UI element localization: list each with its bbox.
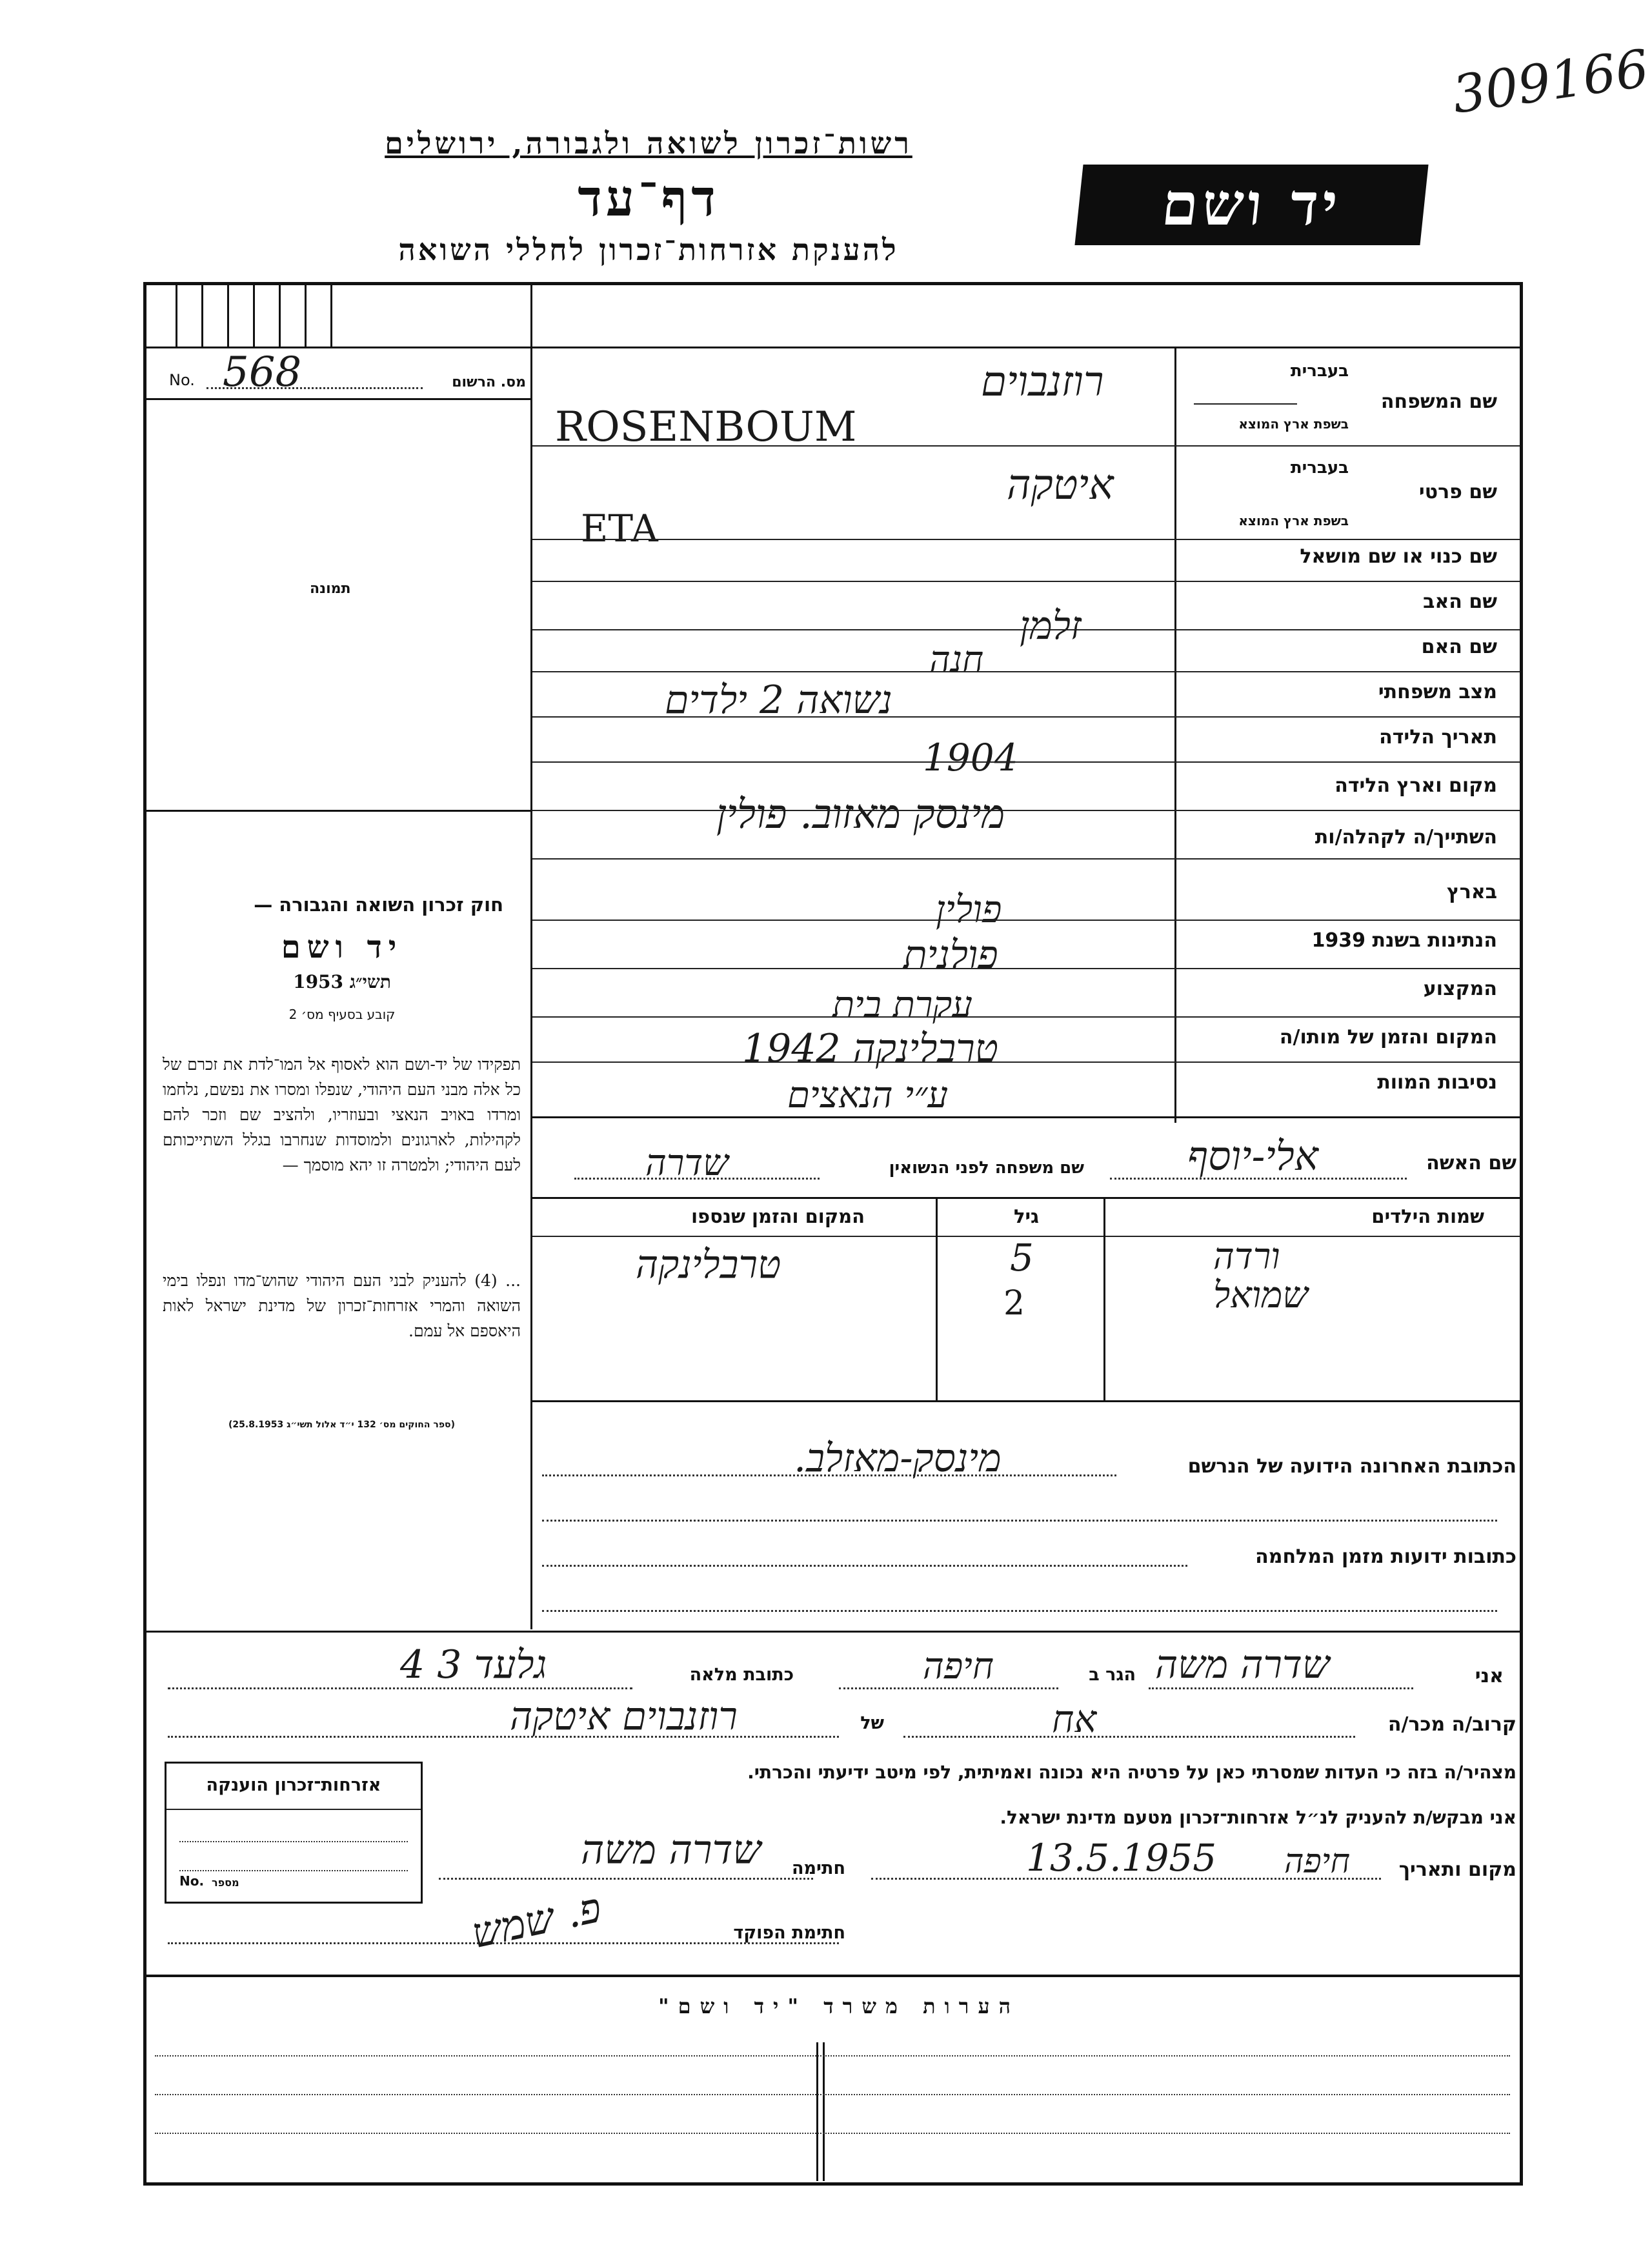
strip-divider bbox=[201, 284, 203, 348]
signature-dots bbox=[439, 1878, 813, 1880]
registration-label: מס. הרשום bbox=[452, 374, 526, 390]
resides-dots bbox=[839, 1687, 1058, 1689]
declaration-statement: מצהיר/ה בזה כי העדות שמסרתי כאן על פרטיה היא נכונה ואמיתית, לפי מיטב ידיעתי והכרתי. bbox=[747, 1762, 1516, 1783]
row-line bbox=[532, 1197, 1520, 1199]
of-label: של bbox=[860, 1713, 884, 1733]
row-line bbox=[532, 858, 1520, 860]
left-column-divider bbox=[530, 284, 532, 1629]
notes-dots bbox=[155, 2094, 1510, 2095]
authority-title: רשות־זכרון לשואה ולגבורה, ירושלים bbox=[385, 126, 912, 161]
relative-label: קרוב/ה מכר/ה bbox=[1387, 1713, 1516, 1736]
birth-place-value: מינסק מאזוב. פולין bbox=[716, 790, 1005, 838]
strip-divider bbox=[227, 284, 229, 348]
stamp-box-no-label: No. bbox=[179, 1873, 205, 1889]
law-name: יד ושם bbox=[281, 929, 403, 965]
strip-divider bbox=[279, 284, 281, 348]
war-address-dots-2 bbox=[542, 1610, 1497, 1612]
place-value: חיפה bbox=[1284, 1842, 1351, 1881]
father-value: זלמן bbox=[1020, 603, 1082, 649]
family-name-separator bbox=[1194, 403, 1297, 405]
page-subtitle: להענקת אזרחות־זכרון לחללי השואה bbox=[398, 232, 899, 267]
circumstances-label: נסיבות המוות bbox=[1377, 1071, 1497, 1094]
first-name-hebrew-value: איטקה bbox=[1007, 461, 1114, 509]
children-col-divider bbox=[936, 1199, 938, 1400]
first-name-label: שם פרטי bbox=[1418, 481, 1497, 503]
notes-dots bbox=[155, 2055, 1510, 2057]
section-line bbox=[145, 1631, 1520, 1633]
full-address-dots bbox=[168, 1687, 632, 1689]
mother-label: שם האם bbox=[1421, 636, 1497, 658]
first-name-origin-value: ETA bbox=[581, 507, 658, 550]
photo-bottom-line bbox=[145, 810, 530, 812]
law-clause: קובע בסעיף מס׳ 2 bbox=[288, 1007, 396, 1022]
mother-value: חנה bbox=[929, 639, 984, 681]
child-1-place: טרבלינקה bbox=[636, 1242, 781, 1287]
logo-text: יד ושם bbox=[1158, 170, 1345, 239]
nickname-label: שם כנוי או שם מושאל bbox=[1300, 545, 1497, 568]
children-bottom-line bbox=[532, 1400, 1520, 1402]
law-citation: (ספר החוקים מס׳ 132 י״ד אלול תשי״ג 25.8.1953) bbox=[228, 1420, 455, 1430]
row-line bbox=[532, 1116, 1520, 1118]
spouse-label: שם האשה bbox=[1426, 1152, 1516, 1174]
stamp-box-dots bbox=[179, 1870, 408, 1871]
stamp-box-line bbox=[166, 1809, 421, 1810]
declarant-value: שדרה משה bbox=[1155, 1642, 1330, 1687]
notes-center-divider bbox=[823, 2042, 825, 2181]
row-line bbox=[532, 761, 1520, 763]
last-address-value: מינסק-מאזלב. bbox=[794, 1436, 1002, 1481]
children-col-divider bbox=[1103, 1199, 1105, 1400]
of-dots bbox=[168, 1736, 839, 1738]
relative-dots bbox=[903, 1736, 1355, 1738]
strip-divider bbox=[330, 284, 332, 348]
spouse-value: אלי-יוסף bbox=[1187, 1132, 1318, 1180]
stamp-box-number-label: מספר bbox=[212, 1876, 239, 1889]
profession-value: עקרת בית bbox=[832, 984, 972, 1026]
father-label: שם האב bbox=[1423, 590, 1497, 613]
war-address-label: כתובות ידועות מזמן המלחמה bbox=[1255, 1545, 1516, 1568]
resides-value: חיפה bbox=[923, 1645, 994, 1687]
death-value: טרבלינקה 1942 bbox=[742, 1026, 998, 1071]
row-line bbox=[532, 968, 1520, 969]
full-address-value: גלעד 3 4 bbox=[400, 1642, 547, 1687]
last-address-label: הכתובת האחרונה הידועה של הנרשם bbox=[1187, 1455, 1516, 1478]
row-line bbox=[532, 1016, 1520, 1018]
row-line bbox=[532, 445, 1520, 447]
row-line bbox=[532, 581, 1520, 582]
circumstances-value: ע״י הנאצים bbox=[787, 1074, 949, 1116]
row-line bbox=[532, 716, 1520, 718]
community-label: השתייך/ה לקהלה/ות bbox=[1315, 826, 1497, 849]
child-2-age: 2 bbox=[1003, 1284, 1025, 1323]
family-name-origin-label: בשפת ארץ המוצא bbox=[1238, 416, 1349, 432]
address-dots-2 bbox=[542, 1520, 1497, 1522]
marital-label: מצב משפחתי bbox=[1378, 681, 1497, 703]
stamp-box-dots bbox=[179, 1841, 408, 1842]
law-title: חוק זכרון השואה והגבורה — bbox=[254, 894, 503, 916]
law-paragraph-2: ... (4) להעניק לבני העם היהודי שהוש־מדו ונפלו בימי השואה והמרי אזרחות־זכרון של מדינת ישראל לאות היאספם אל עמם. bbox=[163, 1271, 521, 1340]
family-name-hebrew-value: רוזנבוים bbox=[981, 358, 1104, 406]
law-paragraph-1: תפקידו של יד-ושם הוא לאסוף אל המו־לדת את זכרם של כל אלה מבני העם היהודי, שנפלו ומסרו את נפשם, נלחמו ומרדו באויב הנאצי ובעוזריו, ולהציב שם וזכר להם לקהילות, לארגונים ולמוסדות שנחרבו בגלל השתייכותם לעם היהודי; ולמטרה זו יהא מוסמך — bbox=[163, 1055, 521, 1174]
officer-signature-value: פ. שמש bbox=[467, 1884, 606, 1958]
registration-number: 568 bbox=[223, 348, 302, 396]
birth-date-value: 1904 bbox=[923, 736, 1018, 779]
declarant-dots bbox=[1149, 1687, 1413, 1689]
row-line bbox=[532, 539, 1520, 540]
profession-label: המקצוע bbox=[1423, 978, 1497, 1000]
death-label: המקום והזמן של מותו/ה bbox=[1279, 1026, 1497, 1049]
nationality-value: פולנית bbox=[903, 932, 998, 978]
children-names-header: שמות הילדים bbox=[1371, 1205, 1484, 1227]
resides-label: הגר ב bbox=[1089, 1665, 1136, 1685]
yad-vashem-logo bbox=[1074, 165, 1428, 245]
archive-number: 309166 bbox=[1449, 38, 1652, 125]
row-line bbox=[532, 810, 1520, 811]
date-value: 13.5.1955 bbox=[1026, 1836, 1217, 1880]
officer-signature-label: חתימת הפוקד bbox=[733, 1923, 845, 1943]
office-notes-title: הערות משרד "יד ושם" bbox=[658, 1994, 1020, 2018]
family-name-label: שם המשפחה bbox=[1380, 390, 1497, 413]
strip-divider bbox=[176, 284, 177, 348]
maiden-value: שדרה bbox=[645, 1142, 729, 1184]
birth-date-label: תאריך הלידה bbox=[1379, 726, 1497, 749]
first-name-origin-label: בשפת ארץ המוצא bbox=[1238, 513, 1349, 528]
country-value: פולין bbox=[936, 887, 1002, 931]
marital-value: נשואה 2 ילדים bbox=[665, 678, 892, 723]
child-1-age: 5 bbox=[1010, 1236, 1034, 1280]
law-year: תשי״ג 1953 bbox=[293, 971, 391, 992]
notes-dots bbox=[155, 2133, 1510, 2134]
full-address-label: כתובת מלאה bbox=[689, 1665, 794, 1685]
place-date-label: מקום ותאריך bbox=[1398, 1858, 1516, 1881]
top-strip bbox=[143, 282, 1523, 348]
stamp-box-title: אזרחות־זכרון הוענקה bbox=[206, 1775, 381, 1795]
of-value: רוזנבוים איטקה bbox=[510, 1694, 738, 1739]
photo-label: תמונה bbox=[310, 581, 351, 597]
signature-label: חתימה bbox=[791, 1858, 845, 1878]
children-age-header: גיל bbox=[1013, 1205, 1039, 1227]
first-name-hebrew-label: בעברית bbox=[1290, 458, 1349, 478]
declarant-label: אני bbox=[1475, 1665, 1504, 1687]
child-1-name: ורדה bbox=[1213, 1236, 1280, 1278]
relative-value: אח bbox=[1052, 1697, 1097, 1741]
row-line bbox=[532, 671, 1520, 672]
children-place-header: המקום והזמן שנספו bbox=[691, 1205, 865, 1227]
strip-divider bbox=[253, 284, 255, 348]
section-line bbox=[145, 1975, 1520, 1977]
family-name-origin-value: ROSENBOUM bbox=[555, 403, 857, 451]
family-name-hebrew-label: בעברית bbox=[1290, 361, 1349, 381]
birth-place-label: מקום וארץ הלידה bbox=[1335, 774, 1497, 797]
stamp-box bbox=[165, 1762, 423, 1904]
declaration-request: אני מבקש/ת להעניק לנ״ל אזרחות־זכרון מטעם מדינת ישראל. bbox=[1000, 1807, 1516, 1828]
registration-no-label: No. bbox=[169, 371, 195, 389]
label-column-divider bbox=[1174, 348, 1176, 1123]
notes-center-divider bbox=[816, 2042, 818, 2181]
row-line bbox=[532, 920, 1520, 921]
war-address-dots bbox=[542, 1565, 1187, 1567]
signature-value: שדרה משה bbox=[581, 1826, 761, 1873]
maiden-label: שם משפחה לפני הנשואין bbox=[889, 1158, 1084, 1178]
child-2-name: שמואל bbox=[1213, 1274, 1308, 1316]
country-label: בארץ bbox=[1446, 881, 1497, 903]
row-line bbox=[532, 629, 1520, 630]
row-line bbox=[532, 1061, 1520, 1063]
strip-divider bbox=[305, 284, 307, 348]
nationality-label: הנתינות בשנת 1939 bbox=[1311, 929, 1497, 952]
page-title: דף־עד bbox=[578, 169, 720, 228]
